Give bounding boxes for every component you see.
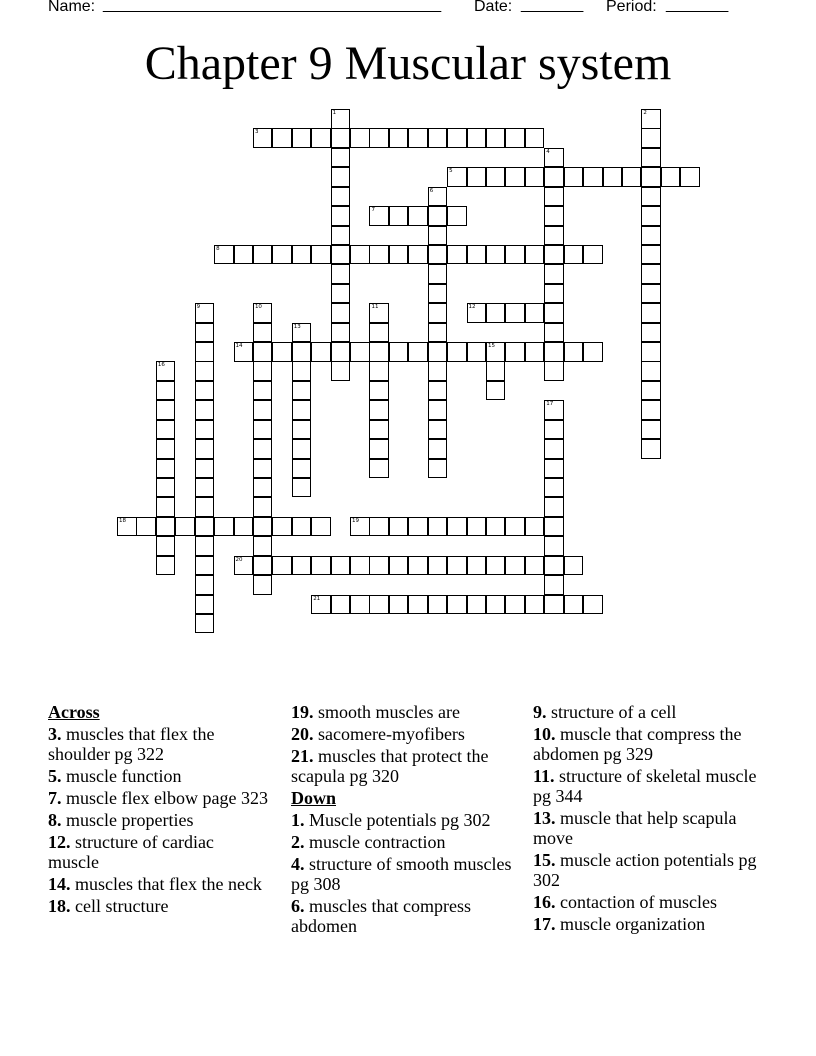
crossword-cell[interactable]	[253, 439, 273, 459]
crossword-cell[interactable]	[505, 342, 525, 362]
crossword-cell[interactable]	[195, 536, 215, 556]
crossword-cell[interactable]	[544, 303, 564, 323]
crossword-cell[interactable]	[253, 245, 273, 265]
clue-down-2: 2. muscle contraction	[291, 832, 446, 852]
crossword-cell[interactable]	[544, 575, 564, 595]
crossword-cell[interactable]	[311, 245, 331, 265]
crossword-cell[interactable]	[641, 245, 661, 265]
crossword-cell[interactable]	[641, 303, 661, 323]
crossword-cell[interactable]	[428, 245, 448, 265]
crossword-cell[interactable]	[331, 206, 351, 226]
page-title: Chapter 9 Muscular system	[144, 37, 672, 90]
crossword-cell[interactable]	[253, 478, 273, 498]
cell-number: 17	[546, 401, 554, 408]
crossword-cell[interactable]	[350, 556, 370, 576]
crossword-cell[interactable]	[195, 400, 215, 420]
crossword-cell[interactable]	[467, 595, 487, 615]
crossword-cell[interactable]	[311, 595, 331, 615]
crossword-cell[interactable]	[156, 536, 176, 556]
crossword-cell[interactable]	[331, 187, 351, 207]
crossword-cell[interactable]	[156, 556, 176, 576]
crossword-cell[interactable]	[389, 595, 409, 615]
crossword-cell[interactable]	[331, 303, 351, 323]
crossword-cell[interactable]	[311, 128, 331, 148]
crossword-cell[interactable]	[447, 556, 467, 576]
crossword-cell[interactable]	[544, 595, 564, 615]
crossword-cell[interactable]	[564, 245, 584, 265]
down-heading: Down	[291, 788, 337, 808]
crossword-cell[interactable]	[253, 303, 273, 323]
crossword-cell[interactable]	[622, 167, 642, 187]
clue-down-10: 10. muscle that compress the abdomen pg 329	[533, 724, 742, 764]
clue-down-13: 13. muscle that help scapula move	[533, 808, 737, 848]
cell-number: 7	[371, 207, 375, 214]
crossword-cell[interactable]	[661, 167, 681, 187]
crossword-cell[interactable]	[214, 245, 234, 265]
crossword-cell[interactable]	[641, 361, 661, 381]
crossword-cell[interactable]	[641, 420, 661, 440]
crossword-cell[interactable]	[486, 167, 506, 187]
crossword-cell[interactable]	[544, 226, 564, 246]
cell-number: 21	[313, 595, 321, 602]
crossword-cell[interactable]	[467, 556, 487, 576]
crossword-cell[interactable]	[544, 264, 564, 284]
crossword-cell[interactable]	[292, 342, 312, 362]
crossword-cell[interactable]	[544, 342, 564, 362]
period-blank[interactable]: _______	[666, 0, 729, 13]
crossword-cell[interactable]	[544, 400, 564, 420]
crossword-cell[interactable]	[234, 245, 254, 265]
crossword-cell[interactable]	[408, 517, 428, 537]
crossword-cell[interactable]	[331, 361, 351, 381]
crossword-cell[interactable]	[292, 556, 312, 576]
crossword-cell[interactable]	[195, 439, 215, 459]
crossword-cell[interactable]	[428, 128, 448, 148]
crossword-cell[interactable]	[428, 595, 448, 615]
date-blank[interactable]: _______	[521, 0, 584, 13]
crossword-cell[interactable]	[408, 245, 428, 265]
crossword-cell[interactable]	[564, 342, 584, 362]
crossword-cell[interactable]	[544, 361, 564, 381]
crossword-cell[interactable]	[369, 595, 389, 615]
crossword-cell[interactable]	[253, 497, 273, 517]
crossword-cell[interactable]	[350, 517, 370, 537]
crossword-cell[interactable]	[428, 187, 448, 207]
crossword-cell[interactable]	[447, 595, 467, 615]
crossword-cell[interactable]	[292, 517, 312, 537]
crossword-cell[interactable]	[292, 245, 312, 265]
clue-down-9: 9. structure of a cell	[533, 702, 677, 722]
crossword-cell[interactable]	[350, 128, 370, 148]
crossword-cell[interactable]	[214, 517, 234, 537]
crossword-cell[interactable]	[525, 303, 545, 323]
crossword-cell[interactable]	[544, 459, 564, 479]
crossword-cell[interactable]	[505, 303, 525, 323]
cell-number: 10	[254, 304, 262, 311]
crossword-cell[interactable]	[253, 575, 273, 595]
crossword-cell[interactable]	[195, 459, 215, 479]
clue-down-6: 6. muscles that compress abdomen	[291, 896, 471, 936]
crossword-cell[interactable]	[311, 556, 331, 576]
crossword-cell[interactable]	[253, 459, 273, 479]
crossword-cell[interactable]	[641, 284, 661, 304]
clue-down-4: 4. structure of smooth muscles pg 308	[291, 854, 512, 894]
crossword-cell[interactable]	[486, 595, 506, 615]
crossword-cell[interactable]	[544, 148, 564, 168]
crossword-cell[interactable]	[253, 556, 273, 576]
crossword-cell[interactable]	[447, 342, 467, 362]
clue-across-12: 12. structure of cardiac muscle	[48, 832, 214, 872]
crossword-cell[interactable]	[117, 517, 137, 537]
crossword-cell[interactable]	[369, 323, 389, 343]
crossword-cell[interactable]	[505, 517, 525, 537]
crossword-cell[interactable]	[253, 361, 273, 381]
crossword-cell[interactable]	[195, 478, 215, 498]
crossword-cell[interactable]	[292, 459, 312, 479]
crossword-cell[interactable]	[156, 420, 176, 440]
crossword-cell[interactable]	[156, 459, 176, 479]
crossword-cell[interactable]	[505, 128, 525, 148]
cell-number: 9	[196, 304, 201, 311]
crossword-cell[interactable]	[544, 420, 564, 440]
crossword-cell[interactable]	[505, 595, 525, 615]
crossword-cell[interactable]	[544, 206, 564, 226]
crossword-cell[interactable]	[641, 323, 661, 343]
crossword-cell[interactable]	[583, 167, 603, 187]
crossword-cell[interactable]	[544, 245, 564, 265]
crossword-cell[interactable]	[350, 245, 370, 265]
crossword-cell[interactable]	[156, 517, 176, 537]
clue-across-20: 20. sacomere-myofibers	[291, 724, 465, 744]
cell-number: 8	[216, 245, 220, 252]
crossword-cell[interactable]	[272, 556, 292, 576]
across-heading: Across	[48, 702, 100, 722]
clue-across-19: 19. smooth muscles are	[291, 702, 460, 722]
crossword-cell[interactable]	[486, 342, 506, 362]
crossword-cell[interactable]	[447, 245, 467, 265]
crossword-cell[interactable]	[195, 614, 215, 634]
crossword-cell[interactable]	[331, 109, 351, 129]
crossword-cell[interactable]	[564, 595, 584, 615]
crossword-cell[interactable]	[583, 245, 603, 265]
clue-column-3	[533, 702, 773, 936]
crossword-cell[interactable]	[525, 517, 545, 537]
crossword-cell[interactable]	[544, 497, 564, 517]
crossword-cell[interactable]	[544, 536, 564, 556]
cell-number: 19	[352, 517, 360, 524]
clue-across-14: 14. muscles that flex the neck	[48, 874, 262, 894]
crossword-cell[interactable]	[156, 400, 176, 420]
crossword-cell[interactable]	[467, 167, 487, 187]
crossword-cell[interactable]	[408, 556, 428, 576]
crossword-cell[interactable]	[253, 381, 273, 401]
crossword-cell[interactable]	[486, 361, 506, 381]
clue-across-3: 3. muscles that flex the shoulder pg 322	[48, 724, 215, 764]
crossword-cell[interactable]	[195, 497, 215, 517]
crossword-cell[interactable]	[350, 595, 370, 615]
clue-across-21: 21. muscles that protect the scapula pg 320	[291, 746, 489, 786]
crossword-cell[interactable]	[641, 128, 661, 148]
crossword-cell[interactable]	[331, 556, 351, 576]
crossword-cell[interactable]	[505, 245, 525, 265]
crossword-cell[interactable]	[389, 245, 409, 265]
crossword-cell[interactable]	[156, 497, 176, 517]
crossword-cell[interactable]	[292, 439, 312, 459]
crossword-cell[interactable]	[311, 517, 331, 537]
cell-number: 5	[449, 168, 453, 175]
crossword-cell[interactable]	[389, 342, 409, 362]
crossword-cell[interactable]	[583, 595, 603, 615]
crossword-cell[interactable]	[564, 167, 584, 187]
crossword-cell[interactable]	[428, 459, 448, 479]
crossword-cell[interactable]	[253, 128, 273, 148]
crossword-cell[interactable]	[428, 400, 448, 420]
crossword-cell[interactable]	[428, 284, 448, 304]
crossword-cell[interactable]	[156, 361, 176, 381]
crossword-cell[interactable]	[253, 400, 273, 420]
crossword-cell[interactable]	[156, 381, 176, 401]
clue-across-18: 18. cell structure	[48, 896, 169, 916]
crossword-cell[interactable]	[195, 361, 215, 381]
crossword-cell[interactable]	[292, 323, 312, 343]
cell-number: 13	[293, 323, 301, 330]
crossword-cell[interactable]	[583, 342, 603, 362]
crossword-cell[interactable]	[369, 128, 389, 148]
crossword-cell[interactable]	[641, 187, 661, 207]
crossword-cell[interactable]	[272, 517, 292, 537]
crossword-cell[interactable]	[467, 128, 487, 148]
crossword-cell[interactable]	[156, 478, 176, 498]
crossword-cell[interactable]	[447, 206, 467, 226]
crossword-cell[interactable]	[467, 303, 487, 323]
crossword-cell[interactable]	[253, 536, 273, 556]
crossword-cell[interactable]	[195, 420, 215, 440]
crossword-cell[interactable]	[234, 517, 254, 537]
crossword-cell[interactable]	[331, 148, 351, 168]
crossword-cell[interactable]	[195, 595, 215, 615]
crossword-cell[interactable]	[447, 128, 467, 148]
crossword-cell[interactable]	[505, 167, 525, 187]
clue-across-8: 8. muscle properties	[48, 810, 194, 830]
crossword-cell[interactable]	[156, 439, 176, 459]
crossword-cell[interactable]	[331, 595, 351, 615]
clue-column-1	[48, 702, 268, 918]
crossword-cell[interactable]	[369, 459, 389, 479]
crossword-cell[interactable]	[292, 361, 312, 381]
crossword-cell[interactable]	[486, 517, 506, 537]
crossword-cell[interactable]	[467, 517, 487, 537]
crossword-cell[interactable]	[331, 245, 351, 265]
crossword-cell[interactable]	[525, 167, 545, 187]
crossword-cell[interactable]	[544, 187, 564, 207]
crossword-cell[interactable]	[331, 284, 351, 304]
crossword-cell[interactable]	[369, 206, 389, 226]
crossword-cell[interactable]	[447, 167, 467, 187]
crossword-cell[interactable]	[641, 148, 661, 168]
name-blank[interactable]: ______________________________________	[103, 0, 442, 13]
crossword-cell[interactable]	[525, 595, 545, 615]
clue-across-5: 5. muscle function	[48, 766, 182, 786]
crossword-cell[interactable]	[369, 342, 389, 362]
clue-down-16: 16. contaction of muscles	[533, 892, 717, 912]
crossword-cell[interactable]	[272, 128, 292, 148]
crossword-cell[interactable]	[428, 361, 448, 381]
crossword-cell[interactable]	[486, 381, 506, 401]
crossword-cell[interactable]	[603, 167, 623, 187]
crossword-cell[interactable]	[467, 245, 487, 265]
crossword-cell[interactable]	[641, 206, 661, 226]
crossword-cell[interactable]	[311, 342, 331, 362]
cell-number: 11	[371, 304, 379, 311]
crossword-cell[interactable]	[641, 264, 661, 284]
crossword-cell[interactable]	[331, 167, 351, 187]
crossword-cell[interactable]	[408, 206, 428, 226]
crossword-cell[interactable]	[544, 439, 564, 459]
crossword-cell[interactable]	[369, 361, 389, 381]
cell-number: 3	[254, 129, 259, 136]
crossword-cell[interactable]	[641, 400, 661, 420]
crossword-cell[interactable]	[428, 517, 448, 537]
crossword-cell[interactable]	[505, 556, 525, 576]
crossword-cell[interactable]	[369, 439, 389, 459]
crossword-cell[interactable]	[544, 323, 564, 343]
clue-down-15: 15. muscle action potentials pg 302	[533, 850, 757, 890]
clue-down-11: 11. structure of skeletal muscle pg 344	[533, 766, 757, 806]
crossword-cell[interactable]	[272, 342, 292, 362]
name-label: Name:	[48, 0, 96, 15]
crossword-cell[interactable]	[331, 342, 351, 362]
crossword-cell[interactable]	[408, 128, 428, 148]
crossword-cell[interactable]	[486, 128, 506, 148]
crossword-cell[interactable]	[369, 517, 389, 537]
crossword-cell[interactable]	[331, 264, 351, 284]
crossword-cell[interactable]	[467, 342, 487, 362]
crossword-cell[interactable]	[369, 381, 389, 401]
crossword-cell[interactable]	[195, 556, 215, 576]
crossword-cell[interactable]	[544, 284, 564, 304]
cell-number: 1	[332, 110, 337, 116]
cell-number: 4	[546, 148, 550, 155]
crossword-cell[interactable]	[447, 517, 467, 537]
clue-down-17: 17. muscle organization	[533, 914, 706, 934]
crossword-cell[interactable]	[369, 400, 389, 420]
crossword-cell[interactable]	[486, 245, 506, 265]
cell-number: 6	[429, 187, 434, 194]
date-label: Date:	[474, 0, 513, 15]
crossword-cell[interactable]	[544, 517, 564, 537]
crossword-cell[interactable]	[641, 342, 661, 362]
crossword-cell[interactable]	[369, 556, 389, 576]
crossword-cell[interactable]	[525, 245, 545, 265]
crossword-cell[interactable]	[369, 420, 389, 440]
crossword-cell[interactable]	[331, 226, 351, 246]
crossword-cell[interactable]	[195, 303, 215, 323]
crossword-cell[interactable]	[253, 517, 273, 537]
crossword-cell[interactable]	[389, 206, 409, 226]
crossword-cell[interactable]	[272, 245, 292, 265]
period-label: Period:	[606, 0, 657, 15]
crossword-cell[interactable]	[486, 556, 506, 576]
crossword-cell[interactable]	[428, 323, 448, 343]
crossword-cell[interactable]	[428, 556, 448, 576]
crossword-cell[interactable]	[408, 342, 428, 362]
crossword-cell[interactable]	[428, 303, 448, 323]
crossword-cell[interactable]	[292, 478, 312, 498]
crossword-cell[interactable]	[292, 128, 312, 148]
crossword-cell[interactable]	[253, 420, 273, 440]
crossword-cell[interactable]	[292, 400, 312, 420]
crossword-cell[interactable]	[641, 439, 661, 459]
crossword-cell[interactable]	[544, 167, 564, 187]
crossword-cell[interactable]	[428, 206, 448, 226]
crossword-cell[interactable]	[350, 342, 370, 362]
crossword-cell[interactable]	[544, 556, 564, 576]
crossword-cell[interactable]	[486, 303, 506, 323]
crossword-cell[interactable]	[369, 303, 389, 323]
cell-number: 16	[157, 362, 165, 369]
crossword-cell[interactable]	[331, 323, 351, 343]
crossword-cell[interactable]	[525, 556, 545, 576]
clue-down-1: 1. Muscle potentials pg 302	[291, 810, 491, 830]
crossword-cell[interactable]	[525, 128, 545, 148]
crossword-cell[interactable]	[292, 381, 312, 401]
crossword-cell[interactable]	[680, 167, 700, 187]
crossword-cell[interactable]	[428, 226, 448, 246]
clue-across-7: 7. muscle flex elbow page 323	[48, 788, 268, 808]
crossword-cell[interactable]	[234, 556, 254, 576]
cell-number: 18	[119, 517, 126, 524]
crossword-cell[interactable]	[331, 128, 351, 148]
crossword-cell[interactable]	[389, 517, 409, 537]
crossword-cell[interactable]	[195, 517, 215, 537]
crossword-cell[interactable]	[195, 381, 215, 401]
crossword-cell[interactable]	[136, 517, 156, 537]
crossword-cell[interactable]	[641, 226, 661, 246]
crossword-cell[interactable]	[641, 109, 661, 129]
crossword-cell[interactable]	[195, 342, 215, 362]
cell-number: 2	[643, 110, 647, 116]
crossword-cell[interactable]	[369, 245, 389, 265]
crossword-cell[interactable]	[389, 128, 409, 148]
crossword-cell[interactable]	[253, 342, 273, 362]
crossword-cell[interactable]	[641, 167, 661, 187]
crossword-cell[interactable]	[234, 342, 254, 362]
crossword-cell[interactable]	[428, 264, 448, 284]
crossword-cell[interactable]	[428, 381, 448, 401]
clue-column-2	[291, 702, 516, 938]
crossword-cell[interactable]	[428, 420, 448, 440]
crossword-cell[interactable]	[292, 420, 312, 440]
crossword-cell[interactable]	[253, 323, 273, 343]
crossword-cell[interactable]	[428, 439, 448, 459]
cell-number: 12	[468, 304, 476, 311]
cell-number: 14	[235, 343, 243, 350]
crossword-cell[interactable]	[195, 323, 215, 343]
cell-number: 15	[487, 343, 495, 350]
crossword-cell[interactable]	[408, 595, 428, 615]
crossword-cell[interactable]	[175, 517, 195, 537]
crossword-cell[interactable]	[564, 556, 584, 576]
crossword-cell[interactable]	[428, 342, 448, 362]
crossword-cell[interactable]	[525, 342, 545, 362]
crossword-cell[interactable]	[544, 478, 564, 498]
crossword-cell[interactable]	[641, 381, 661, 401]
cell-number: 20	[235, 556, 243, 563]
crossword-cell[interactable]	[389, 556, 409, 576]
crossword-cell[interactable]	[195, 575, 215, 595]
